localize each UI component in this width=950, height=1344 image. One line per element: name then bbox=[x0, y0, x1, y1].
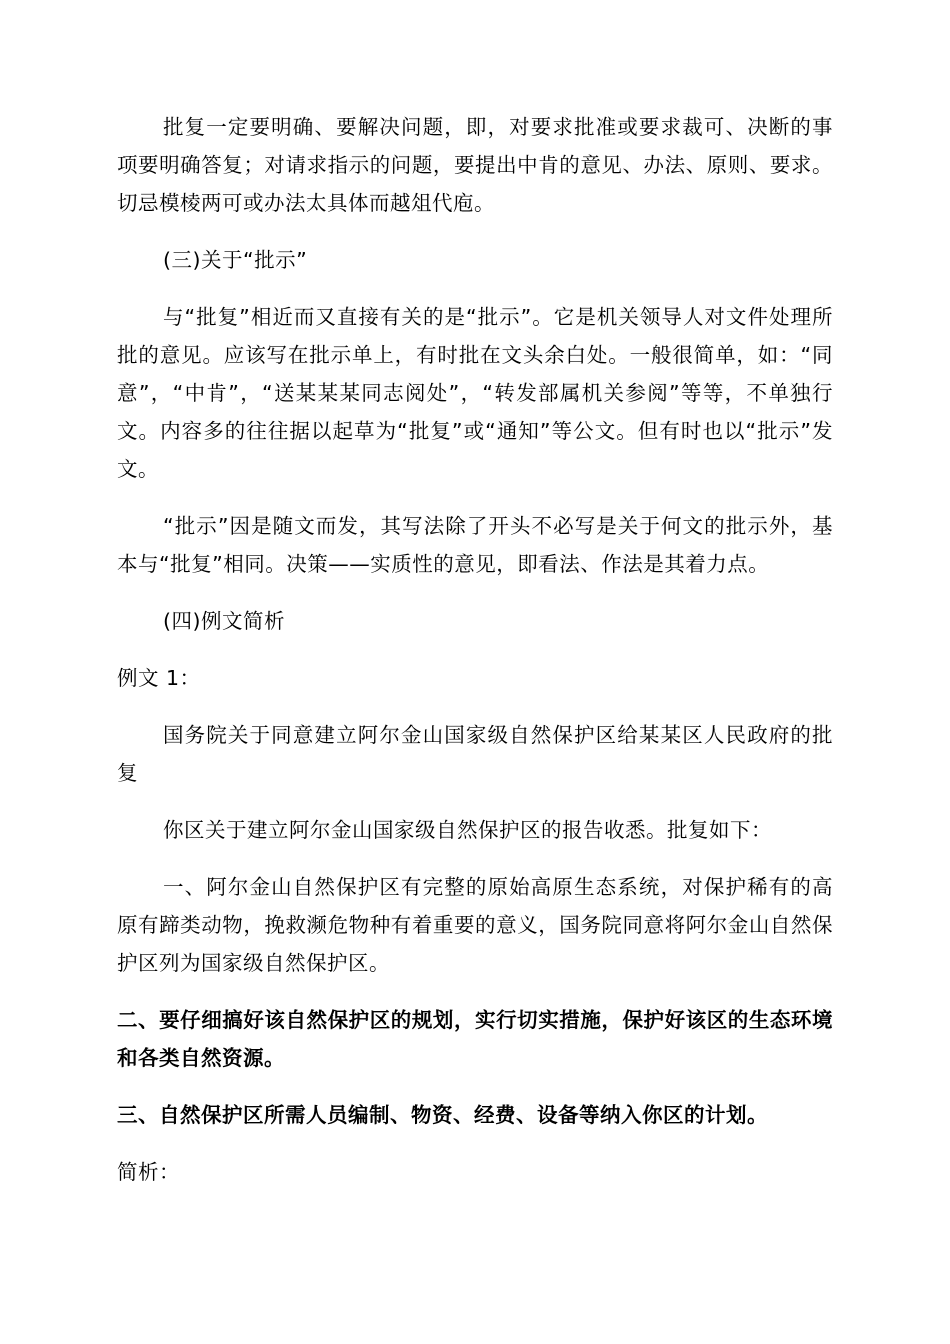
paragraph-reply-requirements: 批复一定要明确、要解决问题，即，对要求批准或要求裁可、决断的事项要明确答复；对请求指示的问题，要提出中肯的意见、办法、原则、要求。切忌模棱两可或办法太具体而越俎代庖。 bbox=[117, 115, 833, 215]
paragraph-instructions-writing: “批示”因是随文而发，其写法除了开头不必写是关于何文的批示外，基本与“批复”相同。决策——实质性的意见，即看法、作法是其着力点。 bbox=[117, 514, 833, 576]
section-heading-examples: (四)例文简析 bbox=[163, 609, 285, 633]
example-point-one: 一、阿尔金山自然保护区有完整的原始高原生态系统，对保护稀有的高原有蹄类动物，挽救濒危物种有着重要的意义，国务院同意将阿尔金山自然保护区列为国家级自然保护区。 bbox=[117, 875, 833, 975]
paragraph-instructions-definition: 与“批复”相近而又直接有关的是“批示”。它是机关领导人对文件处理所批的意见。应该写在批示单上，有时批在文头余白处。一般很简单，如：“同意”，“中肯”，“送某某某同志阅处”，“转发部属机关参阅”等等，不单独行文。内容多的往往据以起草为“批复”或“通知”等公文。但有时也以“批示”发文。 bbox=[117, 305, 833, 481]
example-title: 国务院关于同意建立阿尔金山国家级自然保护区给某某区人民政府的批复 bbox=[117, 723, 833, 785]
example-point-three: 三、自然保护区所需人员编制、物资、经费、设备等纳入你区的计划。 bbox=[117, 1103, 768, 1127]
example-opening: 你区关于建立阿尔金山国家级自然保护区的报告收悉。批复如下： bbox=[163, 818, 772, 842]
section-heading-instructions: (三)关于“批示” bbox=[163, 248, 308, 272]
example-label: 例文 1： bbox=[117, 666, 201, 690]
document-body bbox=[117, 108, 833, 1210]
example-point-two: 二、要仔细搞好该自然保护区的规划，实行切实措施，保护好该区的生态环境和各类自然资源。 bbox=[117, 1008, 833, 1070]
analysis-label: 简析： bbox=[117, 1160, 180, 1184]
